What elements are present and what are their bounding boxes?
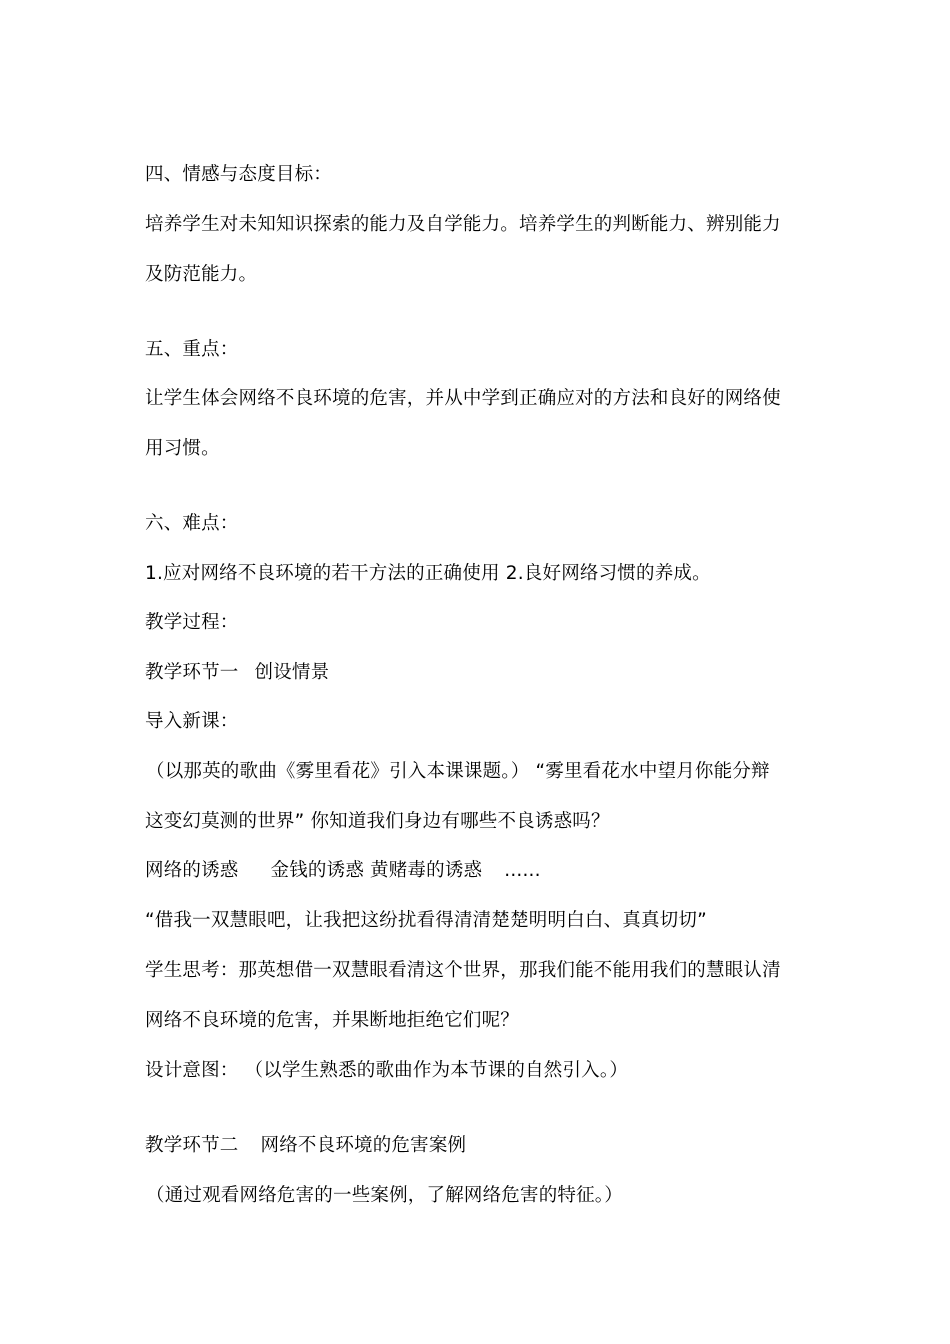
section-4-body-line-2: 及防范能力。 bbox=[145, 264, 258, 285]
temptation-item: 金钱的诱惑 bbox=[270, 860, 365, 881]
section-4-body-line-1: 培养学生对未知知识探索的能力及自学能力。培养学生的判断能力、辨别能力 bbox=[145, 214, 781, 235]
section-5-body-line-2: 用习惯。 bbox=[145, 438, 220, 459]
stage-1-quote: “借我一双慧眼吧，让我把这纷扰看得清清楚楚明明白白、真真切切” bbox=[145, 910, 707, 931]
stage-2-note: （通过观看网络危害的一些案例，了解网络危害的特征。） bbox=[146, 1185, 623, 1206]
stage-1-title-line bbox=[145, 660, 329, 686]
temptation-item: 网络的诱惑 bbox=[145, 860, 239, 881]
temptation-list bbox=[145, 858, 541, 884]
stage-2-subtitle: 网络不良环境的危害案例 bbox=[260, 1135, 467, 1156]
stage-2-title: 教学环节二 bbox=[145, 1135, 239, 1156]
stage-1-para-1-line-1: （以那英的歌曲《雾里看花》引入本课课题。） “雾里看花水中望月你能分辩 bbox=[146, 761, 770, 782]
section-6-body-part-2: 2.良好网络习惯的养成。 bbox=[505, 563, 711, 584]
section-5-heading: 五、重点： bbox=[145, 339, 239, 360]
process-heading: 教学过程： bbox=[145, 612, 239, 633]
section-6-body-part-1: 1.应对网络不良环境的若干方法的正确使用 bbox=[145, 563, 500, 584]
section-5-body-line-1: 让学生体会网络不良环境的危害，并从中学到正确应对的方法和良好的网络使 bbox=[145, 388, 781, 409]
design-intent: 设计意图： （以学生熟悉的歌曲作为本节课的自然引入。） bbox=[145, 1060, 629, 1081]
stage-2-title-line bbox=[145, 1133, 466, 1159]
temptation-item: ...... bbox=[504, 860, 541, 881]
stage-1-para-1-line-2: 这变幻莫测的世界” 你知道我们身边有哪些不良诱惑吗？ bbox=[145, 811, 610, 832]
stage-1-subtitle: 创设情景 bbox=[254, 662, 330, 683]
section-4-heading: 四、情感与态度目标： bbox=[145, 164, 333, 185]
stage-1-title: 教学环节一 bbox=[145, 662, 239, 683]
section-6-heading: 六、难点： bbox=[145, 513, 239, 534]
section-6-body bbox=[145, 561, 711, 587]
stage-1-intro-label: 导入新课： bbox=[145, 711, 239, 732]
student-think-line-1: 学生思考：那英想借一双慧眼看清这个世界，那我们能不能用我们的慧眼认清 bbox=[145, 960, 781, 981]
temptation-item: 黄赌毒的诱惑 bbox=[370, 860, 483, 881]
student-think-line-2: 网络不良环境的危害，并果断地拒绝它们呢？ bbox=[145, 1010, 520, 1031]
